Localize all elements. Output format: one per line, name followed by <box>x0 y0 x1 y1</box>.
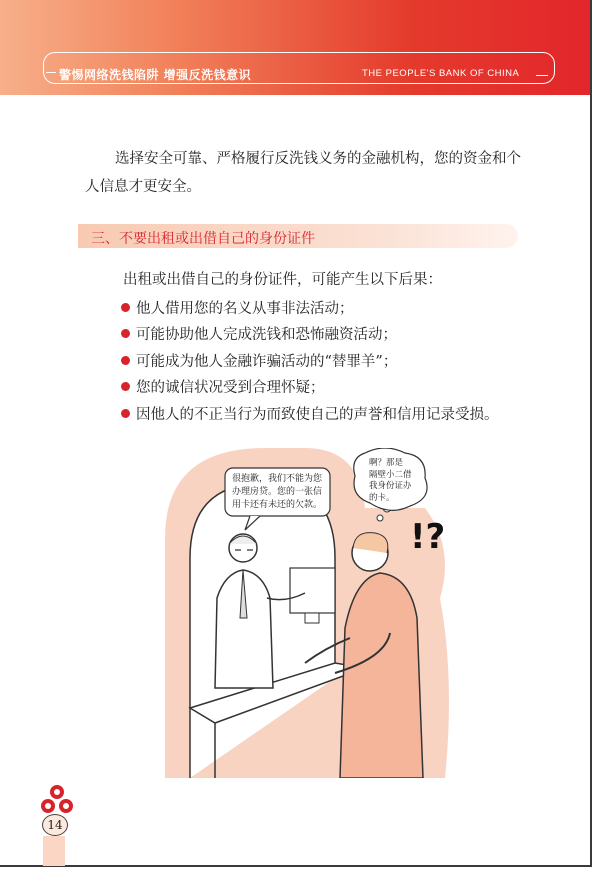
customer-line: 我身份证办 <box>369 481 412 491</box>
clerk-line: 用卡还有未还的欠款。 <box>232 500 323 510</box>
list-item <box>121 400 499 427</box>
header-decor-line-right <box>536 75 548 76</box>
list-item-text: 可能成为他人金融诈骗活动的“替罪羊”； <box>136 353 398 370</box>
header-slogan: 警惕网络洗钱陷阱 增强反洗钱意识 <box>59 68 252 82</box>
clerk-speech-bubble <box>232 473 322 512</box>
intro-paragraph: 选择安全可靠、严格履行反洗钱义务的金融机构，您的资金和个人信息才更安全。 <box>85 151 521 195</box>
list-item-text: 您的诚信状况受到合理怀疑； <box>136 380 325 397</box>
list-item-text: 可能协助他人完成洗钱和恐怖融资活动； <box>136 327 397 344</box>
bullet-dot <box>121 303 130 312</box>
section-intro: 出租或出借自己的身份证件，可能产生以下后果： <box>123 272 442 288</box>
exclamation-mark: !? <box>410 517 446 557</box>
bullet-dot <box>121 329 130 338</box>
customer-line: 隔壁小二借 <box>369 469 412 480</box>
list-item-text: 他人借用您的名义从事非法活动； <box>136 300 354 317</box>
consequence-list <box>121 294 499 427</box>
bank-logo-icon <box>39 782 75 816</box>
list-item <box>121 374 499 401</box>
bullet-dot <box>121 382 130 391</box>
bullet-dot <box>121 409 130 418</box>
header-bank-name: THE PEOPLE'S BANK OF CHINA <box>362 68 520 79</box>
page-edge-strip <box>43 836 65 866</box>
list-item-text: 因他人的不正当行为而致使自己的声誉和信用记录受损。 <box>136 406 499 423</box>
list-item <box>121 321 499 348</box>
page-number: 14 <box>42 814 68 836</box>
customer-line: 啊？那是 <box>369 458 404 468</box>
section-title: 三、不要出租或出借自己的身份证件 <box>91 231 315 247</box>
bullet-dot <box>121 356 130 365</box>
customer-thought-bubble <box>369 458 412 504</box>
clerk-line: 很抱歉，我们不能为您 <box>232 474 323 484</box>
list-item <box>121 294 499 321</box>
bank-counter-illustration <box>155 448 455 778</box>
header-decor-line <box>46 72 56 73</box>
list-item <box>121 347 499 374</box>
customer-line: 的卡。 <box>369 492 395 503</box>
clerk-line: 办理房贷。您的一张信 <box>232 487 323 497</box>
